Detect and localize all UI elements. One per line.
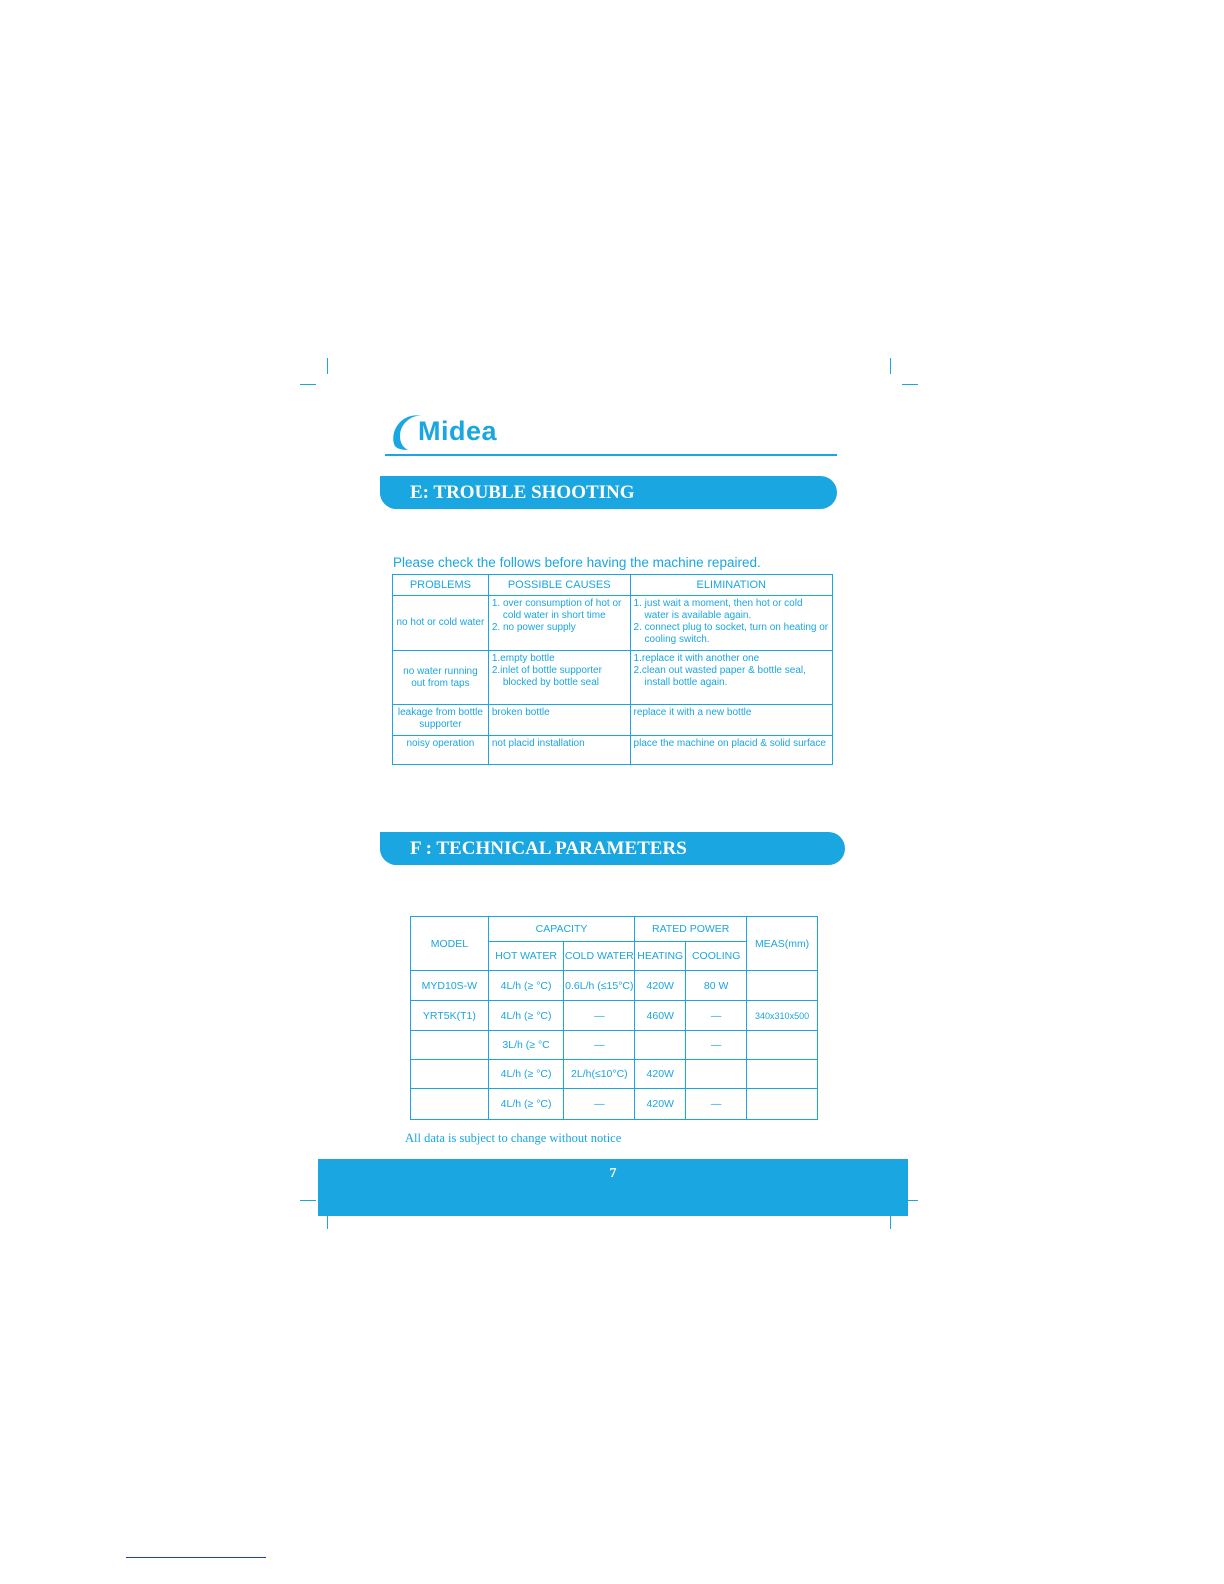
list-item: place the machine on placid & solid surface — [633, 738, 826, 749]
model-cell — [411, 1031, 489, 1060]
crop-mark — [890, 358, 891, 374]
disclaimer-note: All data is subject to change without notice — [405, 1131, 622, 1145]
meas-cell — [747, 1089, 818, 1120]
heating-cell: 420W — [635, 1089, 686, 1120]
column-header: ELIMINATION — [630, 575, 832, 596]
cold-water-cell: — — [564, 1001, 635, 1031]
page-number: 7 — [609, 1166, 617, 1181]
meas-header: MEAS(mm) — [747, 917, 818, 971]
table-row — [411, 971, 818, 1001]
list-item: broken bottle — [491, 707, 550, 718]
crop-mark — [327, 1215, 328, 1229]
problem-cell: no hot or cold water — [393, 596, 489, 651]
cooling-cell: 80 W — [686, 971, 747, 1001]
brand-logo-text: Midea — [418, 416, 498, 446]
causes-cell — [488, 651, 630, 705]
list-item: replace it with a new bottle — [633, 707, 752, 718]
troubleshooting-table — [392, 574, 833, 765]
table-header-row — [393, 575, 833, 596]
table-row — [393, 596, 833, 651]
cold-water-cell: 2L/h(≤10°C) — [564, 1060, 635, 1089]
rated-power-header: RATED POWER — [635, 917, 747, 942]
list-item: 2. no power supply — [491, 622, 576, 633]
list-item: 1. just wait a moment, then hot or cold water is available again. — [633, 598, 803, 621]
header-rule — [385, 454, 837, 456]
list-item: 2.clean out wasted paper & bottle seal, install bottle again. — [633, 665, 806, 688]
problem-cell: noisy operation — [393, 736, 489, 765]
cooling-header: COOLING — [686, 942, 747, 971]
heating-cell: 420W — [635, 971, 686, 1001]
cold-water-cell: 0.6L/h (≤15°C) — [564, 971, 635, 1001]
hot-water-cell: 4L/h (≥ °C) — [488, 971, 564, 1001]
model-cell — [411, 1089, 489, 1120]
cold-water-cell: — — [564, 1031, 635, 1060]
heating-cell: 460W — [635, 1001, 686, 1031]
hot-water-cell: 3L/h (≥ °C — [488, 1031, 564, 1060]
cooling-cell: — — [686, 1001, 747, 1031]
cooling-cell: — — [686, 1089, 747, 1120]
troubleshooting-intro: Please check the follows before having the machine repaired. — [393, 555, 761, 570]
table-row — [411, 1089, 818, 1120]
technical-parameters-table — [410, 916, 818, 1120]
cold-water-cell: — — [564, 1089, 635, 1120]
divider — [126, 1557, 266, 1558]
crop-mark — [890, 1215, 891, 1229]
hot-water-cell: 4L/h (≥ °C) — [488, 1060, 564, 1089]
crop-mark — [902, 384, 918, 385]
hot-water-cell: 4L/h (≥ °C) — [488, 1001, 564, 1031]
cooling-cell: — — [686, 1031, 747, 1060]
column-header: POSSIBLE CAUSES — [488, 575, 630, 596]
causes-cell — [488, 736, 630, 765]
model-cell: YRT5K(T1) — [411, 1001, 489, 1031]
footer-bar — [318, 1159, 908, 1216]
crop-mark — [300, 1200, 316, 1201]
model-cell — [411, 1060, 489, 1089]
hot-water-header: HOT WATER — [488, 942, 564, 971]
table-header-row — [411, 917, 818, 942]
list-item: 1.empty bottle — [491, 653, 555, 664]
cooling-cell — [686, 1060, 747, 1089]
problem-cell: no water running out from taps — [393, 651, 489, 705]
meas-cell — [747, 971, 818, 1001]
list-item: 1. over consumption of hot or cold water in short time — [491, 598, 622, 621]
table-row — [411, 1031, 818, 1060]
causes-cell — [488, 705, 630, 736]
heating-cell: 420W — [635, 1060, 686, 1089]
column-header: PROBLEMS — [393, 575, 489, 596]
hot-water-cell: 4L/h (≥ °C) — [488, 1089, 564, 1120]
elimination-cell — [630, 651, 832, 705]
list-item: 2.inlet of bottle supporter blocked by bottle seal — [491, 665, 602, 688]
model-header: MODEL — [411, 917, 489, 971]
meas-cell: 340x310x500 — [747, 1001, 818, 1031]
elimination-cell — [630, 705, 832, 736]
meas-cell — [747, 1060, 818, 1089]
model-cell: MYD10S-W — [411, 971, 489, 1001]
table-row — [411, 1060, 818, 1089]
section-f-title: F : TECHNICAL PARAMETERS — [380, 832, 845, 865]
heating-cell — [635, 1031, 686, 1060]
crop-mark — [327, 358, 328, 374]
problem-cell: leakage from bottle supporter — [393, 705, 489, 736]
heating-header: HEATING — [635, 942, 686, 971]
table-row — [411, 1001, 818, 1031]
list-item: 2. connect plug to socket, turn on heating or cooling switch. — [633, 622, 829, 645]
elimination-cell — [630, 736, 832, 765]
causes-cell — [488, 596, 630, 651]
cold-water-header: COLD WATER — [564, 942, 635, 971]
table-row — [393, 736, 833, 765]
elimination-cell — [630, 596, 832, 651]
meas-cell — [747, 1031, 818, 1060]
crop-mark — [300, 384, 316, 385]
list-item: not placid installation — [491, 738, 585, 749]
table-row — [393, 651, 833, 705]
table-row — [393, 705, 833, 736]
capacity-header: CAPACITY — [488, 917, 635, 942]
section-e-title: E: TROUBLE SHOOTING — [380, 476, 837, 509]
list-item: 1.replace it with another one — [633, 653, 760, 664]
